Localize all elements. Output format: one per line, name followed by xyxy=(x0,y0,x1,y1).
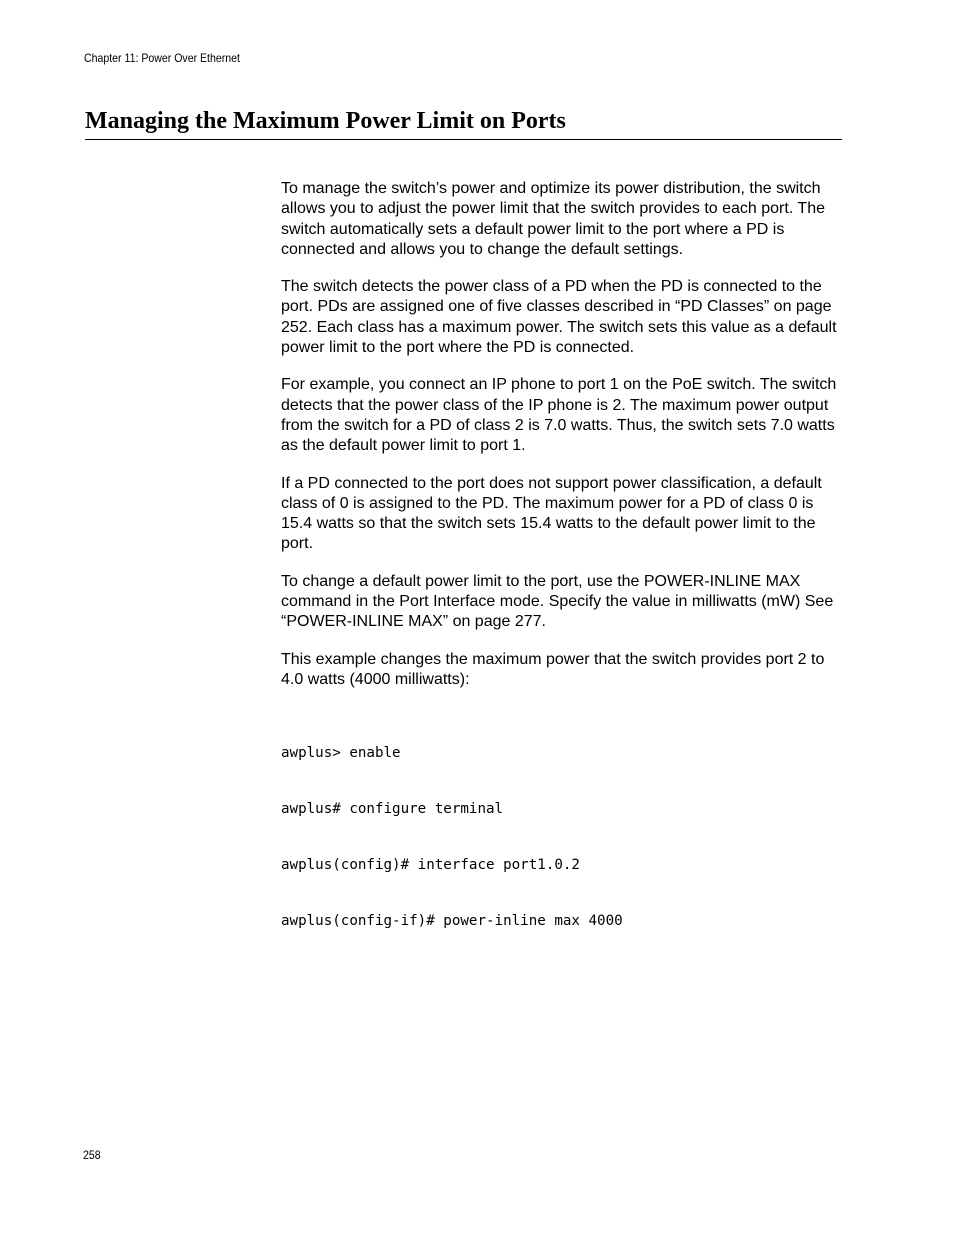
paragraph-change-limit: To change a default power limit to the port, use the POWER-INLINE MAX command in the Port Interface mode. Specify the value in milliwatts (mW) See “POWER-INLINE MAX” on page 277. xyxy=(281,572,834,631)
paragraph-power-class: The switch detects the power class of a PD when the PD is connected to the port. PDs are assigned one of five classes described in “PD Classes” on page 252. Each class has a maximum power. The switch sets this value as a default power limit to the port where the PD is connected. xyxy=(281,278,837,357)
paragraph-intro: To manage the switch’s power and optimize its power distribution, the switch allows you to adjust the power limit that the switch provides to each port. The switch automatically sets a default power limit to the port where a PD is connected and allows you to change the default settings. xyxy=(281,180,825,258)
paragraph-default-class: If a PD connected to the port does not support power classification, a default class of 0 is assigned to the PD. The maximum power for a PD of class 0 is 15.4 watts so that the switch sets 15.4 watts to the default power limit to the port. xyxy=(281,474,822,553)
running-header: Chapter 11: Power Over Ethernet xyxy=(84,51,240,65)
code-line-configure: awplus# configure terminal xyxy=(281,801,504,818)
code-line-enable: awplus> enable xyxy=(281,745,401,762)
code-line-interface: awplus(config)# interface port1.0.2 xyxy=(281,856,580,873)
body-text xyxy=(281,179,846,968)
command-example xyxy=(281,707,846,967)
section-title: Managing the Maximum Power Limit on Ports xyxy=(85,107,842,140)
code-line-power-inline: awplus(config-if)# power-inline max 4000 xyxy=(281,912,623,929)
paragraph-example-intro: This example changes the maximum power that the switch provides port 2 to 4.0 watts (4000 milliwatts): xyxy=(281,650,825,688)
paragraph-example: For example, you connect an IP phone to port 1 on the PoE switch. The switch detects that the power class of the IP phone is 2. The maximum power output from the switch for a PD of class 2 is 7.0 watts. Thus, the switch sets 7.0 watts as the default power limit to port 1. xyxy=(281,376,837,455)
page-number: 258 xyxy=(83,1148,101,1162)
